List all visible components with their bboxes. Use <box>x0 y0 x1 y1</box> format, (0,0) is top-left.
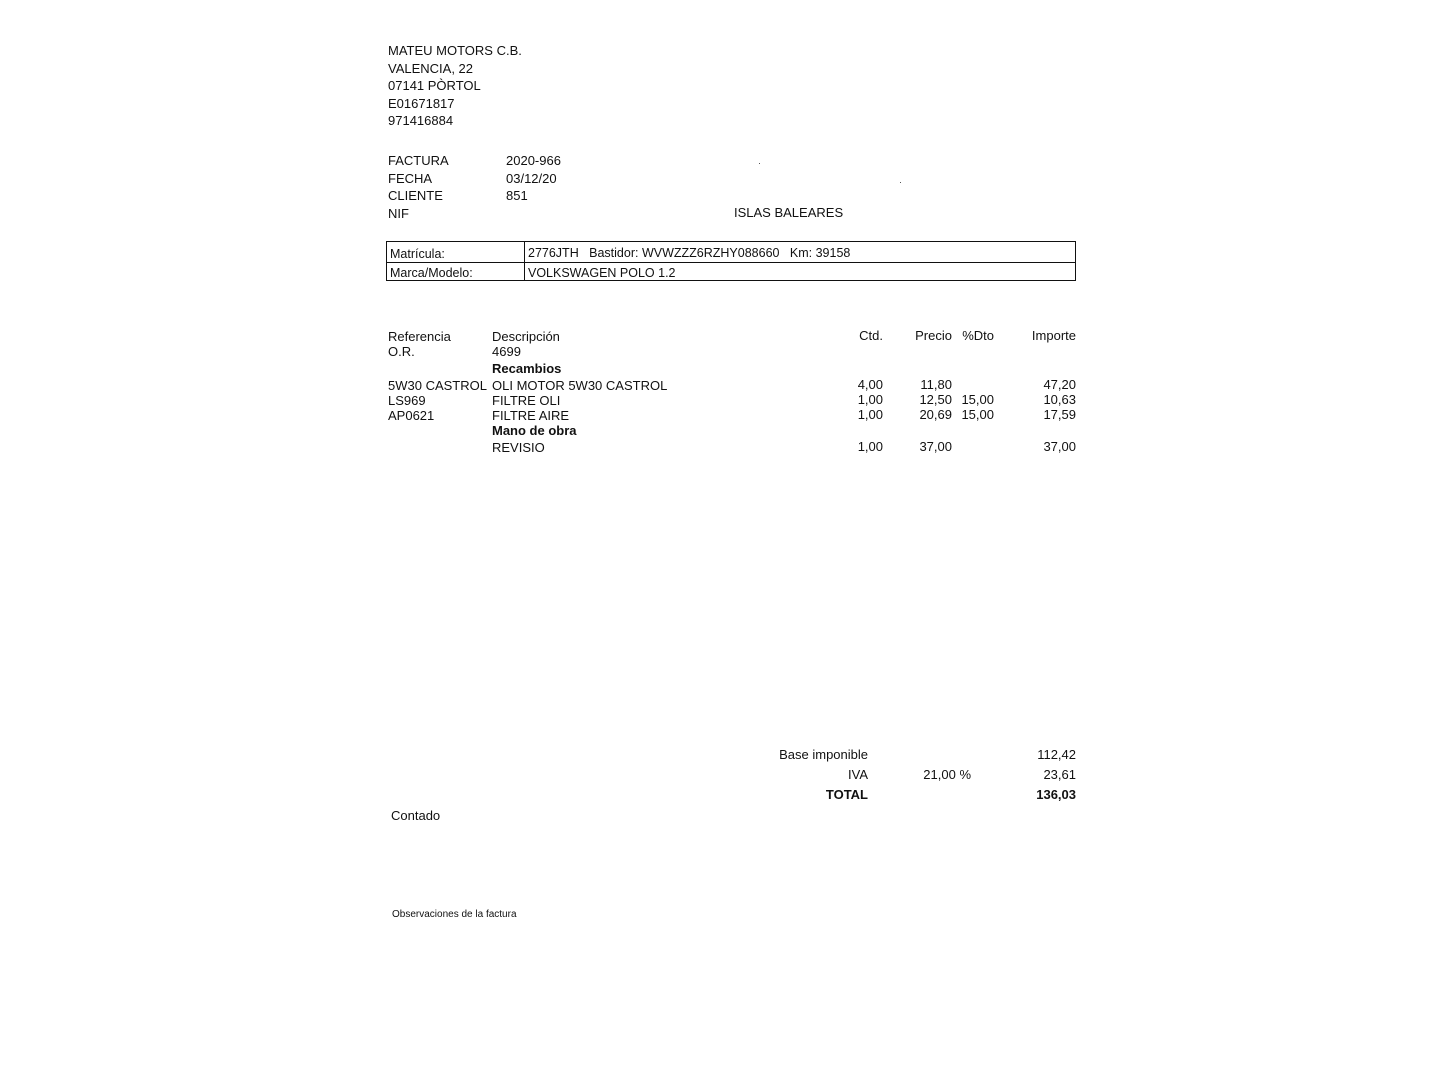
item-description: FILTRE OLI <box>492 393 561 408</box>
item-quantity: 1,00 <box>857 439 883 454</box>
header-reference: Referencia <box>388 329 451 344</box>
client-number: 851 <box>506 188 528 203</box>
item-discount: 15,00 <box>961 392 994 407</box>
total-label: TOTAL <box>825 787 868 802</box>
item-amount: 17,59 <box>1043 407 1076 422</box>
company-street: VALENCIA, 22 <box>388 61 474 76</box>
vat-label: IVA <box>848 767 868 782</box>
plate-details: 2776JTH Bastidor: WVWZZZ6RZHY088660 Km: 39158 <box>528 246 851 260</box>
vehicle-box-column-divider <box>524 242 525 280</box>
header-amount: Importe <box>1031 328 1076 343</box>
item-quantity: 4,00 <box>857 377 883 392</box>
company-city: 07141 PÒRTOL <box>388 78 481 93</box>
item-price: 11,80 <box>920 377 952 392</box>
vehicle-model: VOLKSWAGEN POLO 1.2 <box>528 266 676 280</box>
scan-speck <box>759 163 760 164</box>
invoice-date: 03/12/20 <box>506 171 557 186</box>
item-amount: 37,00 <box>1043 439 1076 454</box>
item-description: OLI MOTOR 5W30 CASTROL <box>492 378 668 393</box>
labor-section-title: Mano de obra <box>492 423 577 438</box>
company-tax-id: E01671817 <box>388 96 455 111</box>
vehicle-box-divider <box>387 262 1075 263</box>
date-label: FECHA <box>388 171 433 186</box>
plate-label: Matrícula: <box>390 247 445 261</box>
header-discount: %Dto <box>962 328 994 343</box>
header-description: Descripción <box>492 329 560 344</box>
item-quantity: 1,00 <box>857 407 883 422</box>
item-reference: 5W30 CASTROL <box>388 378 487 393</box>
vat-value: 23,61 <box>1043 767 1076 782</box>
nif-label: NIF <box>388 206 409 221</box>
item-price: 37,00 <box>919 439 952 454</box>
vat-rate: 21,00 % <box>923 767 971 782</box>
item-discount: 15,00 <box>961 407 994 422</box>
header-quantity: Ctd. <box>859 328 883 343</box>
vehicle-box <box>386 241 1076 281</box>
base-value: 112,42 <box>1037 747 1076 762</box>
item-price: 12,50 <box>919 392 952 407</box>
header-price: Precio <box>915 328 952 343</box>
work-order-label: O.R. <box>388 344 415 359</box>
parts-section-title: Recambios <box>492 361 562 376</box>
observations-label: Observaciones de la factura <box>392 909 517 920</box>
company-phone: 971416884 <box>388 113 454 128</box>
payment-method: Contado <box>391 808 441 823</box>
invoice-number: 2020-966 <box>506 153 561 168</box>
item-price: 20,69 <box>919 407 952 422</box>
work-order-number: 4699 <box>492 344 521 359</box>
invoice-label: FACTURA <box>388 153 449 168</box>
company-name: MATEU MOTORS C.B. <box>388 43 522 58</box>
model-label: Marca/Modelo: <box>390 266 473 280</box>
item-description: FILTRE AIRE <box>492 408 570 423</box>
total-value: 136,03 <box>1036 787 1076 802</box>
item-reference: AP0621 <box>388 408 435 423</box>
item-reference: LS969 <box>388 393 426 408</box>
item-amount: 10,63 <box>1043 392 1076 407</box>
client-region: ISLAS BALEARES <box>734 205 844 220</box>
base-label: Base imponible <box>779 747 868 762</box>
scan-speck <box>900 182 901 183</box>
item-amount: 47,20 <box>1043 377 1076 392</box>
client-label: CLIENTE <box>388 188 443 203</box>
item-quantity: 1,00 <box>857 392 883 407</box>
item-description: REVISIO <box>492 440 545 455</box>
